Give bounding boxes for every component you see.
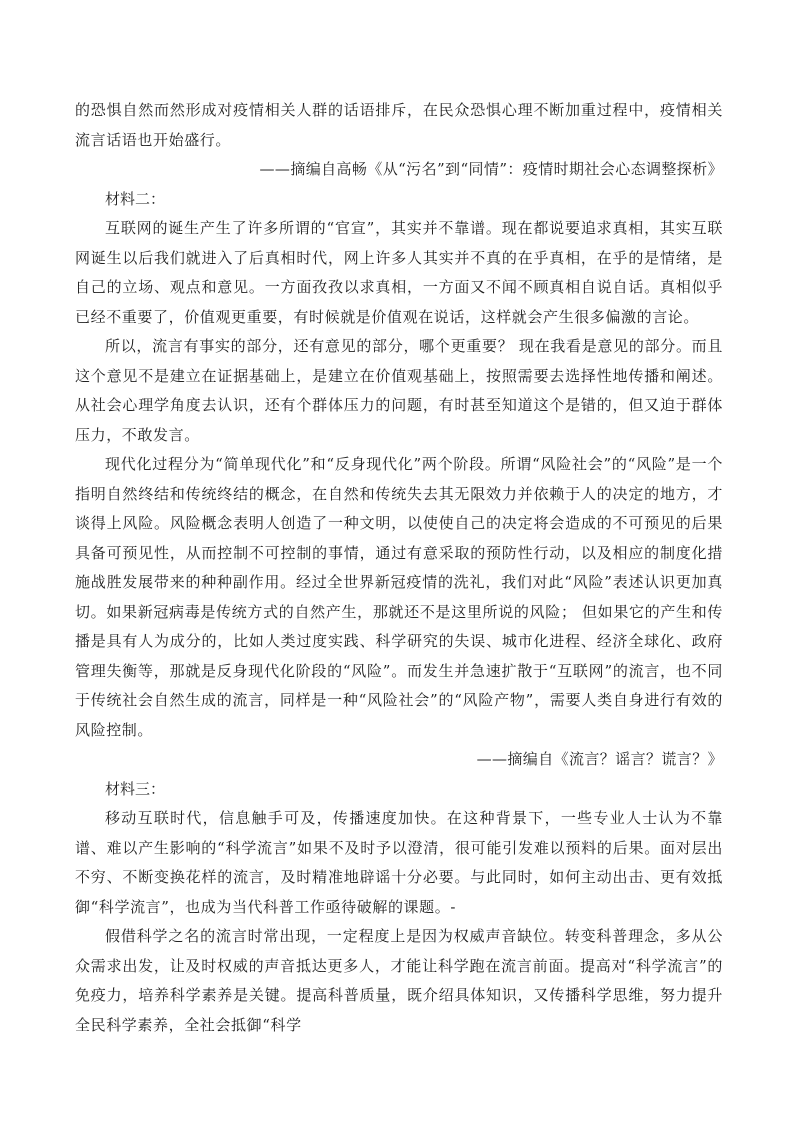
- material-3-heading: 材料三：: [105, 779, 166, 798]
- intro-paragraph: 的恐惧自然而然形成对疫情相关人群的话语排斥，在民众恐惧心理不断加重过程中，疫情相关流言话语也开始盛行。: [75, 101, 723, 149]
- material-2-heading: 材料二：: [105, 189, 166, 208]
- material-2-paragraph-3: 现代化过程分为“简单现代化”和“反身现代化”两个阶段。所谓“风险社会”的“风险”是一个指明自然终结和传统终结的概念，在自然和传统失去其无限效力并依赖于人的决定的地方，才谈得上风险。风险概念表明人创造了一种文明，以使使自己的决定将会造成的不可预见的后果具备可预见性，从而控制不可控制的事情，通过有意采取的预防性行动，以及相应的制度化措施战胜发展带来的种种副作用。经过全世界新冠疫情的洗礼，我们对此“风险”表述认识更加真切。如果新冠病毒是传统方式的自然产生，那就还不是这里所说的风险； 但如果它的产生和传播是具有人为成分的，比如人类过度实践、科学研究的失误、城市化进程、经济全球化、政府管理失衡等，那就是反身现代化阶段的“风险”。而发生并急速扩散于“互联网”的流言，也不同于传统社会自然生成的流言，同样是一种“风险社会”的“风险产物”，需要人类自身进行有效的风险控制。: [75, 455, 723, 739]
- source-citation-2: ——摘编自《流言？谣言？谎言？》: [476, 750, 723, 768]
- material-3-paragraph-2: 假借科学之名的流言时常出现，一定程度上是因为权威声音缺位。转变科普理念，多从公众需求出发，让及时权威的声音抵达更多人，才能让科学跑在流言前面。提高对“科学流言”的免疫力，培养科学素养是关键。提高科普质量，既介绍具体知识，又传播科学思维，努力提升全民科学素养，全社会抵御“科学: [75, 927, 723, 1034]
- material-2-paragraph-1: 互联网的诞生产生了许多所谓的“官宣”，其实并不靠谱。现在都说要追求真相，其实互联网诞生以后我们就进入了后真相时代，网上许多人其实并不真的在乎真相，在乎的是情绪，是自己的立场、观点和意见。一方面孜孜以求真相，一方面又不闻不顾真相自说自话。真相似乎已经不重要了，价值观更重要，有时候就是价值观在说话，这样就会产生很多偏激的言论。: [75, 219, 723, 326]
- document-page: [75, 96, 723, 1040]
- material-2-paragraph-2: 所以，流言有事实的部分，还有意见的部分，哪个更重要？ 现在我看是意见的部分。而且这个意见不是建立在证据基础上，是建立在价值观基础上，按照需要去选择性地传播和阐述。从社会心理学角度去认识，还有个群体压力的问题，有时甚至知道这个是错的，但又迫于群体压力，不敢发言。: [75, 337, 723, 444]
- source-citation-1: ——摘编自高畅《从“污名”到“同情”：疫情时期社会心态调整探析》: [259, 160, 723, 178]
- material-3-paragraph-1: 移动互联时代，信息触手可及，传播速度加快。在这种背景下，一些专业人士认为不靠谱、难以产生影响的“科学流言”如果不及时予以澄清，很可能引发难以预料的后果。面对层出不穷、不断变换花样的流言，及时精准地辟谣十分必要。与此同时，如何主动出击、更有效抵御“科学流言”，也成为当代科普工作亟待破解的课题。-: [75, 809, 723, 916]
